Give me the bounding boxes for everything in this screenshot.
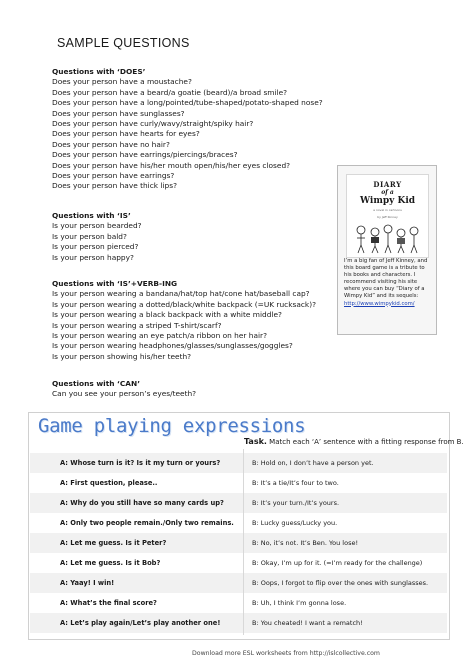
- book-caption: [344, 258, 432, 308]
- question-line: Does your person have no hair?: [52, 139, 170, 149]
- table-row: [30, 513, 447, 533]
- question-line: Does your person have sunglasses?: [52, 108, 185, 118]
- task-text: Match each ‘A’ sentence with a fitting response from B.: [266, 438, 464, 446]
- book-cover-subtitle: a novel in cartoons: [373, 208, 402, 212]
- question-line: Does your person have a moustache?: [52, 77, 192, 87]
- response-b: B: It’s a tie/It’s four to two.: [252, 479, 339, 487]
- section-heading: Questions with ‘DOES’: [52, 67, 146, 76]
- question-line: Does your person have his/her mouth open/his/her eyes closed?: [52, 160, 291, 170]
- question-line: Does your person have earrings?: [52, 171, 175, 181]
- book-cover-image: [346, 174, 429, 258]
- question-line: Can you see your person’s eyes/teeth?: [52, 389, 197, 399]
- book-promo-box: [337, 165, 437, 335]
- questions-is-verb-ing-section: [52, 279, 316, 362]
- table-row: [30, 573, 447, 593]
- book-caption-text: I’m a big fan of Jeff Kinney, and this board game is a tribute to his books and characters. I recommend visiting his site where you can buy “Diary of a Wimpy Kid” and its sequels:: [344, 258, 428, 300]
- response-b: B: Lucky guess/Lucky you.: [252, 519, 338, 527]
- sentence-a: A: Let’s play again/Let’s play another one!: [60, 619, 221, 627]
- table-row: [30, 473, 447, 493]
- question-line: Does your person have hearts for eyes?: [52, 129, 200, 139]
- question-line: Does your person have earrings/piercings/braces?: [52, 150, 238, 160]
- response-b: B: No, it’s not. It’s Ben. You lose!: [252, 539, 359, 547]
- sentence-a: A: Yaay! I win!: [60, 579, 115, 587]
- column-divider: [243, 449, 244, 635]
- question-line: Does your person have curly/wavy/straight/spiky hair?: [52, 119, 254, 129]
- task-label: Task.: [244, 437, 267, 446]
- task-instruction: [244, 437, 464, 446]
- table-row: [30, 453, 447, 473]
- sentence-a: A: Only two people remain./Only two remains.: [60, 519, 234, 527]
- table-row: [30, 533, 447, 553]
- question-line: Does your person have a beard/a goatie (beard)/a broad smile?: [52, 87, 288, 97]
- response-b: B: Okay, I’m up for it. (=I’m ready for the challenge): [252, 559, 423, 567]
- question-line: Is your person wearing headphones/glasses/sunglasses/goggles?: [52, 341, 293, 351]
- sentence-a: A: Let me guess. Is it Bob?: [60, 559, 161, 567]
- question-line: Is your person bald?: [52, 231, 127, 241]
- footer-text: Download more ESL worksheets from http://islcollective.com: [192, 650, 380, 657]
- book-cover-author: by Jeff Kinney: [377, 215, 398, 219]
- book-cover-title: of a: [381, 189, 394, 196]
- book-cover-title: Wimpy Kid: [359, 196, 416, 206]
- sentence-a: A: What’s the final score?: [60, 599, 157, 607]
- questions-is-section: [52, 211, 142, 263]
- table-row: [30, 593, 447, 613]
- response-b: B: It’s your turn./It’s yours.: [252, 499, 340, 507]
- response-b: B: Oops, I forgot to flip over the ones with sunglasses.: [252, 579, 429, 587]
- question-line: Is your person wearing a bandana/hat/top hat/cone hat/baseball cap?: [52, 289, 310, 299]
- question-line: Is your person wearing a black backpack with a white middle?: [52, 310, 282, 320]
- game-expressions-title: Game playing expressions: [38, 415, 306, 437]
- section-heading: Questions with ‘IS’+VERB-ING: [52, 279, 178, 288]
- questions-can-section: [52, 379, 196, 400]
- cartoon-kids-illustration: [353, 223, 423, 255]
- question-line: Is your person wearing an eye patch/a ribbon on her hair?: [52, 331, 268, 341]
- question-line: Does your person have thick lips?: [52, 181, 177, 191]
- question-line: Is your person wearing a dotted/black/white backpack (=UK rucksack)?: [52, 299, 317, 309]
- question-line: Is your person pierced?: [52, 242, 139, 252]
- sentence-a: A: Let me guess. Is it Peter?: [60, 539, 167, 547]
- questions-does-section: [52, 67, 323, 192]
- section-heading: Questions with ‘CAN’: [52, 379, 141, 388]
- question-line: Is your person wearing a striped T-shirt/scarf?: [52, 320, 222, 330]
- question-line: Is your person bearded?: [52, 221, 142, 231]
- table-row: [30, 493, 447, 513]
- table-row: [30, 613, 447, 633]
- response-b: B: You cheated! I want a rematch!: [252, 619, 363, 627]
- response-b: B: Hold on, I don’t have a person yet.: [252, 459, 374, 467]
- sentence-a: A: Why do you still have so many cards up?: [60, 499, 224, 507]
- page-title: SAMPLE QUESTIONS: [57, 36, 190, 50]
- wimpykid-link[interactable]: http://www.wimpykid.com/: [344, 300, 415, 307]
- question-line: Is your person showing his/her teeth?: [52, 351, 192, 361]
- section-heading: Questions with ‘IS’: [52, 211, 131, 220]
- book-cover-title: DIARY: [373, 180, 402, 189]
- sentence-a: A: Whose turn is it? Is it my turn or yours?: [60, 459, 221, 467]
- sentence-a: A: First question, please..: [60, 479, 158, 487]
- question-line: Does your person have a long/pointed/tube-shaped/potato-shaped nose?: [52, 98, 323, 108]
- response-b: B: Uh, I think I’m gonna lose.: [252, 599, 347, 607]
- table-row: [30, 553, 447, 573]
- question-line: Is your person happy?: [52, 252, 134, 262]
